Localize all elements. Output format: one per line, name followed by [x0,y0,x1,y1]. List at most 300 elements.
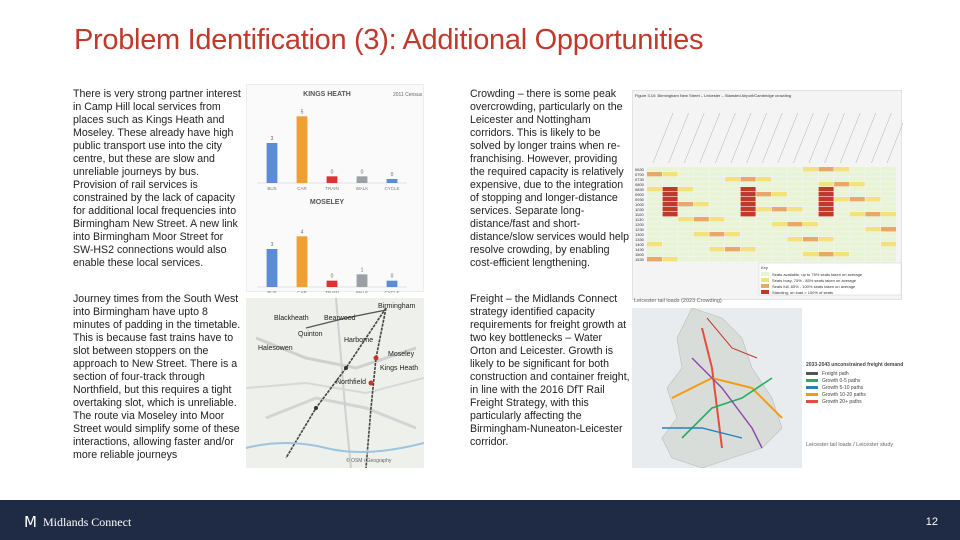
crowding-cell [803,172,818,176]
map-label: Northfield [336,379,366,386]
crowding-cell [647,192,662,196]
crowding-cell [725,212,740,216]
crowding-cell [834,202,849,206]
crowding-cell [803,227,818,231]
census-category-label: BUS [267,290,277,293]
crowding-cell [709,232,724,236]
crowding-cell [678,197,693,201]
crowding-cell [803,232,818,236]
crowding-cell [803,192,818,196]
crowding-cell [694,182,709,186]
crowding-key-row: Seats available, up to 75% seats taken on average [772,272,863,277]
crowding-cell [663,257,678,261]
crowding-cell [663,167,678,171]
crowding-cell [647,222,662,226]
crowding-cell [678,182,693,186]
crowding-cell [694,222,709,226]
crowding-cell [881,237,896,241]
census-category-label: CYCLE [384,186,400,191]
crowding-cell [834,257,849,261]
crowding-cell [709,252,724,256]
crowding-cell [694,217,709,221]
crowding-cell [725,182,740,186]
crowding-cell [663,182,678,186]
crowding-cell [865,192,880,196]
crowding-cell [647,237,662,241]
crowding-cell [865,197,880,201]
crowding-cell [834,217,849,221]
crowding-station-header [856,113,876,163]
crowding-cell [803,187,818,191]
census-value-label: 0 [330,273,334,280]
crowding-cell [741,212,756,216]
census-category-label: WALK [355,290,369,293]
crowding-cell [709,172,724,176]
crowding-cell [678,217,693,221]
crowding-cell [819,247,834,251]
crowding-cell [819,217,834,221]
birmingham-map-svg [246,298,424,468]
census-chart-svg [247,85,425,293]
crowding-cell [663,207,678,211]
crowding-cell [741,237,756,241]
crowding-cell [725,222,740,226]
crowding-cell [881,247,896,251]
crowding-cell [787,172,802,176]
crowding-cell [678,247,693,251]
crowding-cell [741,252,756,256]
crowding-cell [865,257,880,261]
crowding-station-header [793,113,813,163]
crowding-cell [725,227,740,231]
crowding-cell [881,257,896,261]
crowding-station-header [871,113,891,163]
crowding-cell [803,217,818,221]
crowding-time-label: 1200 [635,222,644,227]
legend-swatch [806,393,818,396]
crowding-cell [772,222,787,226]
crowding-cell [663,187,678,191]
crowding-cell [694,242,709,246]
crowding-cell [787,182,802,186]
crowding-key-row: Seats full, 85% - 100% seats taken on average [772,284,856,289]
crowding-cell [834,252,849,256]
crowding-cell [725,237,740,241]
census-panel-title: KINGS HEATH [303,91,351,98]
census-bar [297,116,308,183]
crowding-cell [865,172,880,176]
crowding-cell [647,207,662,211]
crowding-station-header [747,113,767,163]
crowding-cell [647,187,662,191]
crowding-cell [850,237,865,241]
crowding-cell [756,227,771,231]
freight-legend-label: Growth 0-5 paths [822,377,861,384]
crowding-time-label: 1300 [635,232,644,237]
crowding-cell [881,232,896,236]
census-value-label: 1 [360,267,364,274]
map-label: Bearwood [324,315,356,322]
crowding-cell [850,227,865,231]
crowding-cell [787,177,802,181]
crowding-cell [741,167,756,171]
crowding-cell [803,197,818,201]
crowding-cell [772,257,787,261]
crowding-cell [850,217,865,221]
crowding-table-svg [633,91,903,301]
crowding-cell [678,172,693,176]
crowding-cell [803,247,818,251]
crowding-station-header [762,113,782,163]
census-bar [327,281,338,287]
crowding-caption: Leicester tail loads (2023 Crowding) [634,298,722,304]
census-bar [357,176,368,183]
crowding-cell [725,167,740,171]
crowding-cell [663,237,678,241]
freight-legend-label: Growth 20+ paths [822,398,862,405]
crowding-time-label: 0730 [635,177,644,182]
crowding-cell [772,172,787,176]
crowding-cell [725,202,740,206]
crowding-time-label: 1230 [635,227,644,232]
crowding-time-label: 1030 [635,207,644,212]
crowding-cell [819,187,834,191]
crowding-cell [819,237,834,241]
logo-mark-icon: M [24,513,35,531]
crowding-cell [850,172,865,176]
crowding-cell [772,202,787,206]
crowding-cell [725,257,740,261]
crowding-cell [787,257,802,261]
crowding-table [632,90,902,300]
crowding-cell [819,242,834,246]
crowding-cell [865,182,880,186]
crowding-cell [709,177,724,181]
crowding-cell [819,167,834,171]
crowding-cell [772,242,787,246]
crowding-cell [881,192,896,196]
crowding-cell [819,232,834,236]
crowding-cell [850,247,865,251]
crowding-cell [756,167,771,171]
crowding-cell [709,192,724,196]
crowding-cell [663,202,678,206]
map-label: Quinton [298,331,323,338]
crowding-time-label: 1100 [635,212,644,217]
crowding-key-title: Key [761,265,768,270]
crowding-cell [663,247,678,251]
crowding-cell [772,177,787,181]
crowding-cell [663,217,678,221]
crowding-cell [678,222,693,226]
legend-swatch [806,400,818,403]
crowding-cell [756,212,771,216]
map-label: Birmingham [378,303,416,310]
crowding-cell [709,187,724,191]
crowding-cell [881,242,896,246]
crowding-cell [834,197,849,201]
crowding-cell [865,187,880,191]
crowding-cell [756,232,771,236]
crowding-cell [709,247,724,251]
crowding-cell [881,172,896,176]
freight-map-svg [632,308,802,468]
crowding-cell [694,167,709,171]
crowding-cell [741,242,756,246]
crowding-cell [803,252,818,256]
crowding-cell [756,247,771,251]
crowding-cell [709,227,724,231]
crowding-cell [803,182,818,186]
crowding-cell [881,177,896,181]
census-value-label: 0 [330,169,334,176]
freight-map [632,308,802,468]
crowding-cell [834,232,849,236]
paragraph-crowding: Crowding – there is some peak overcrowding, particularly on the Leicester and Nottingham corridors. This is likely to be solved by longer trains when re-franchising. However, providing the required capacity is relatively expensive, due to the integration of stopping and longer-distance services. Separate long-distance/fast and short-distance/slow services would help resolve crowding, by enabling cost-efficient lengthening. [470,88,629,269]
map-label: Kings Heath [380,365,419,372]
legend-swatch [806,379,818,382]
crowding-cell [709,222,724,226]
crowding-cell [663,227,678,231]
crowding-cell [865,202,880,206]
crowding-cell [881,167,896,171]
crowding-cell [647,212,662,216]
census-category-label: CAR [297,290,307,293]
crowding-cell [834,227,849,231]
crowding-time-label: 1000 [635,202,644,207]
crowding-cell [881,222,896,226]
freight-legend-row [806,377,906,384]
census-caption: 2011 Census [393,92,423,98]
census-bar [387,281,398,287]
crowding-cell [647,227,662,231]
crowding-time-label: 1130 [635,217,644,222]
census-bar [357,274,368,287]
crowding-cell [741,202,756,206]
crowding-cell [694,207,709,211]
census-bar [327,176,338,183]
crowding-station-header [778,113,798,163]
crowding-cell [834,187,849,191]
freight-legend-row [806,370,906,377]
crowding-cell [865,242,880,246]
census-category-label: TRAIN [325,186,339,191]
crowding-cell [725,252,740,256]
legend-swatch [806,386,818,389]
crowding-cell [741,177,756,181]
crowding-cell [787,222,802,226]
crowding-cell [725,187,740,191]
map-label: Blackheath [274,315,309,322]
crowding-cell [865,177,880,181]
crowding-cell [694,257,709,261]
crowding-cell [678,237,693,241]
census-bar [267,249,278,287]
freight-legend-row [806,398,906,405]
crowding-cell [647,167,662,171]
census-bar [267,143,278,183]
crowding-cell [865,247,880,251]
crowding-cell [647,252,662,256]
crowding-heading: Figure 3.10: Birmingham New Street – Leicester – Stansted Airport/Cambridge crowding [635,93,792,98]
crowding-cell [678,167,693,171]
crowding-cell [647,217,662,221]
crowding-cell [725,242,740,246]
crowding-cell [865,212,880,216]
crowding-cell [803,257,818,261]
crowding-cell [709,212,724,216]
crowding-time-label: 0830 [635,187,644,192]
crowding-cell [881,197,896,201]
crowding-cell [694,227,709,231]
freight-caption: Leicester tail loads / Leicester study [806,442,894,448]
freight-legend-row [806,384,906,391]
crowding-time-label: 0700 [635,172,644,177]
crowding-cell [756,182,771,186]
crowding-cell [741,217,756,221]
map-attribution: © OSM / Geography [346,458,392,464]
crowding-cell [678,232,693,236]
crowding-cell [725,207,740,211]
crowding-cell [647,177,662,181]
crowding-cell [772,227,787,231]
crowding-cell [678,192,693,196]
crowding-cell [881,227,896,231]
crowding-key-row: Standing, on load > 100% of seats [772,290,834,295]
crowding-cell [725,247,740,251]
census-category-label: WALK [355,186,369,191]
crowding-cell [819,222,834,226]
crowding-cell [850,252,865,256]
crowding-cell [694,252,709,256]
crowding-cell [709,182,724,186]
census-value-label: 0 [360,169,364,176]
crowding-cell [694,212,709,216]
census-category-label: CYCLE [384,290,400,293]
crowding-key-row: Seats busy, 75% - 85% seats taken on average [772,278,856,283]
crowding-time-label: 0930 [635,197,644,202]
freight-legend-label: Growth 10-20 paths [822,391,866,398]
census-chart [246,84,424,292]
freight-legend-label: Growth 5-10 paths [822,384,864,391]
crowding-cell [647,257,662,261]
crowding-cell [834,207,849,211]
crowding-cell [803,202,818,206]
crowding-cell [787,202,802,206]
crowding-cell [819,207,834,211]
crowding-cell [787,237,802,241]
crowding-cell [787,217,802,221]
crowding-cell [725,192,740,196]
paragraph-camp-hill: There is very strong partner interest in Camp Hill local services from places such as Kings Heath and Moseley. These already have high public transport use into the city centre, but these are slow and unreliable journeys by bus. Provision of rail services is constrained by the lack of capacity for additional local frequencies into Birmingham New Street. A new link into Birmingham Moor Street for SW-HS2 connections would also enable these local services. [73,88,241,269]
crowding-cell [819,257,834,261]
crowding-cell [834,192,849,196]
map-label: Harborne [344,337,374,344]
census-value-label: 3 [270,242,274,248]
crowding-cell [663,252,678,256]
crowding-cell [756,202,771,206]
crowding-cell [678,187,693,191]
census-value-label: 3 [270,136,274,142]
crowding-cell [647,182,662,186]
crowding-cell [694,197,709,201]
crowding-cell [803,222,818,226]
crowding-cell [741,207,756,211]
birmingham-map [246,298,424,468]
crowding-cell [850,222,865,226]
footer-bar [0,500,960,540]
crowding-cell [787,212,802,216]
crowding-cell [834,242,849,246]
crowding-cell [709,167,724,171]
crowding-cell [663,192,678,196]
crowding-cell [772,197,787,201]
crowding-cell [756,252,771,256]
crowding-cell [709,242,724,246]
slide-title: Problem Identification (3): Additional Opportunities [74,24,704,56]
crowding-cell [663,242,678,246]
crowding-cell [772,252,787,256]
census-value-label: 0 [390,172,394,178]
crowding-cell [819,172,834,176]
crowding-cell [834,247,849,251]
crowding-cell [741,222,756,226]
page-number: 12 [925,516,938,528]
crowding-cell [787,252,802,256]
crowding-cell [678,202,693,206]
crowding-cell [850,182,865,186]
crowding-cell [709,257,724,261]
crowding-cell [678,242,693,246]
crowding-cell [881,252,896,256]
crowding-cell [694,187,709,191]
crowding-cell [741,247,756,251]
crowding-cell [803,167,818,171]
census-value-label: 5 [300,109,304,116]
crowding-cell [647,247,662,251]
crowding-cell [663,222,678,226]
crowding-cell [772,237,787,241]
crowding-cell [756,177,771,181]
crowding-cell [865,207,880,211]
crowding-cell [678,212,693,216]
crowding-cell [741,172,756,176]
crowding-cell [850,202,865,206]
crowding-cell [803,207,818,211]
crowding-cell [881,202,896,206]
crowding-cell [850,207,865,211]
crowding-cell [772,212,787,216]
crowding-time-label: 0630 [635,167,644,172]
crowding-cell [819,252,834,256]
crowding-station-header [887,113,903,163]
crowding-cell [678,207,693,211]
midlands-connect-logo [24,513,131,531]
crowding-cell [756,237,771,241]
crowding-time-label: 1500 [635,252,644,257]
crowding-cell [787,167,802,171]
crowding-cell [678,227,693,231]
crowding-cell [850,192,865,196]
crowding-cell [787,227,802,231]
logo-text: Midlands Connect [42,514,132,529]
crowding-cell [709,197,724,201]
crowding-cell [834,172,849,176]
crowding-cell [834,167,849,171]
map-label: Halesowen [258,345,293,352]
crowding-cell [694,172,709,176]
crowding-cell [803,237,818,241]
